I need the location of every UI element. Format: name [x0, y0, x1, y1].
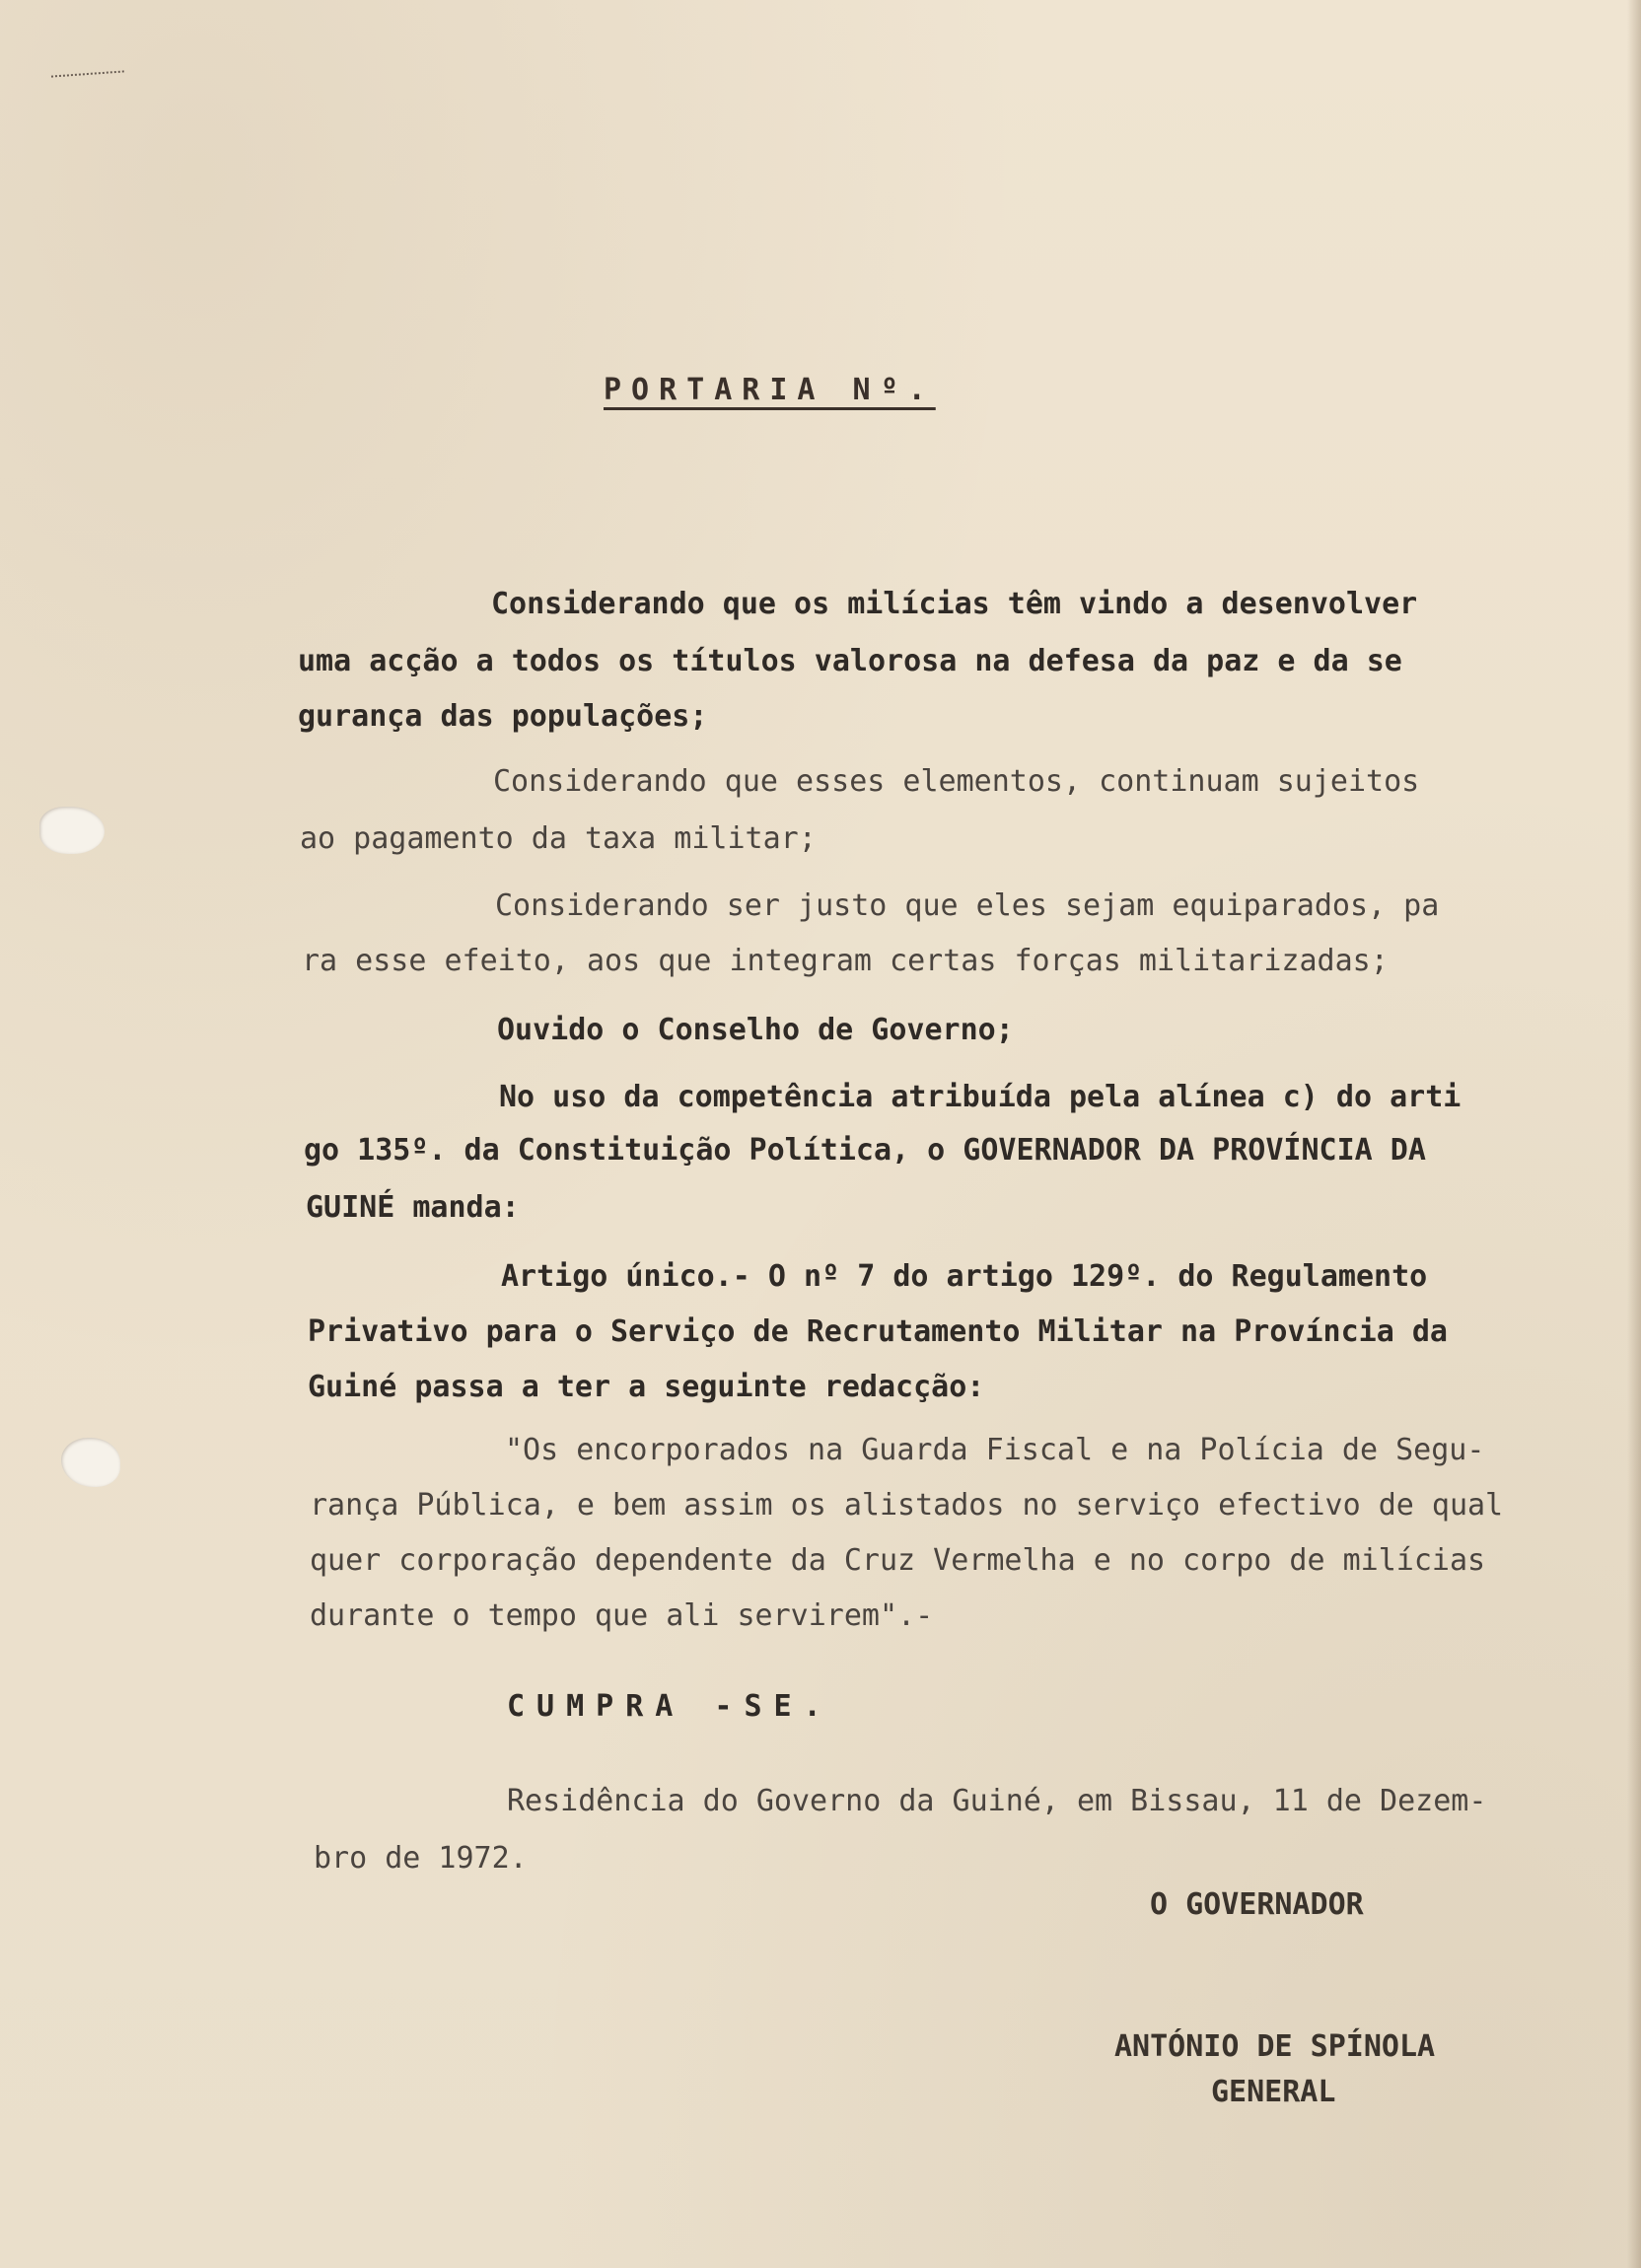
text-line: Considerando ser justo que eles sejam equiparados, pa — [495, 888, 1440, 923]
closing-line: Residência do Governo da Guiné, em Bissau, 11 de Dezem- — [507, 1784, 1487, 1818]
text-line: "Os encorporados na Guarda Fiscal e na Polícia de Segu- — [505, 1433, 1485, 1467]
text-line: Artigo único.- O nº 7 do artigo 129º. do Regulamento — [501, 1259, 1428, 1294]
text-line: Privativo para o Serviço de Recrutamento Militar na Província da — [308, 1314, 1448, 1349]
paper-edge-shadow — [1627, 0, 1641, 2268]
ink-mark — [51, 70, 124, 80]
text-line: ra esse efeito, aos que integram certas forças militarizadas; — [302, 944, 1389, 978]
signature-rank: GENERAL — [1211, 2075, 1336, 2109]
punch-hole-lower — [61, 1438, 120, 1487]
text-line: durante o tempo que ali servirem".- — [310, 1598, 934, 1633]
text-line: quer corporação dependente da Cruz Vermelha e no corpo de milícias — [310, 1543, 1486, 1578]
signature-role: O GOVERNADOR — [1150, 1887, 1364, 1922]
document-title: PORTARIA Nº. — [604, 373, 936, 407]
text-line: GUINÉ manda: — [306, 1190, 520, 1225]
signature-name: ANTÓNIO DE SPÍNOLA — [1114, 2029, 1436, 2064]
text-line: Considerando que esses elementos, continuam sujeitos — [493, 764, 1420, 799]
text-line: gurança das populações; — [298, 699, 708, 734]
text-line: Guiné passa a ter a seguinte redacção: — [308, 1370, 985, 1404]
text-line: Ouvido o Conselho de Governo; — [497, 1013, 1014, 1047]
text-line: No uso da competência atribuída pela alínea c) do arti — [499, 1080, 1462, 1114]
text-line: rança Pública, e bem assim os alistados no serviço efectivo de qual — [310, 1488, 1504, 1523]
text-line: Considerando que os milícias têm vindo a desenvolver — [491, 587, 1418, 621]
punch-hole-upper — [39, 807, 105, 854]
text-line: ao pagamento da taxa militar; — [300, 821, 817, 856]
text-line: uma acção a todos os títulos valorosa na defesa da paz e da se — [298, 644, 1402, 678]
text-line: go 135º. da Constituição Política, o GOVERNADOR DA PROVÍNCIA DA — [304, 1133, 1426, 1168]
cumpra-se: CUMPRA -SE. — [507, 1689, 833, 1724]
closing-line: bro de 1972. — [314, 1841, 528, 1876]
